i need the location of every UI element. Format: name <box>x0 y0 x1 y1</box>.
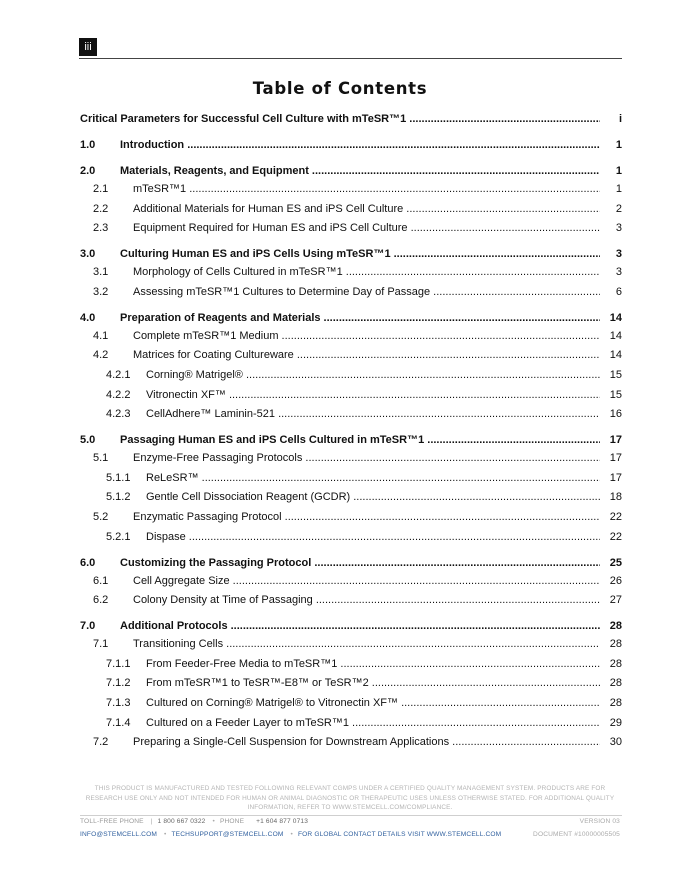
toc-entry[interactable] <box>80 529 622 545</box>
toc-entry[interactable] <box>80 328 622 344</box>
toc-entry-page: i <box>600 111 622 127</box>
toc-entry-page: 6 <box>600 284 622 300</box>
toc-entry-label: Vitronectin XF™ ..... <box>146 387 600 403</box>
toc-entry-label: Introduction ..... <box>120 137 600 153</box>
toc-entry-number: 6.0 <box>80 556 96 569</box>
toc-entry-number: 7.0 <box>80 620 96 633</box>
toc-entry-label: Critical Parameters for Successful Cell Culture with mTeSR™1 ..... <box>80 111 600 127</box>
toc-entry-label: Transitioning Cells ..... <box>133 636 600 652</box>
toc-entry[interactable] <box>80 636 622 652</box>
toc-entry-label: Enzyme-Free Passaging Protocols ..... <box>133 450 600 466</box>
toc-entry-page: 25 <box>600 555 622 571</box>
phone-label: PHONE <box>219 818 245 825</box>
toc-entry[interactable] <box>80 432 622 448</box>
toc-entry[interactable] <box>80 592 622 608</box>
toc-entry-page: 18 <box>600 489 622 505</box>
toc-entry-page: 28 <box>600 636 622 652</box>
toc-entry-label: Passaging Human ES and iPS Cells Cultured in mTeSR™1 ..... <box>120 432 600 448</box>
toc-entry-number: 5.1 <box>93 452 109 465</box>
toc-entry-number: 7.2 <box>93 736 109 749</box>
toc-entry-page: 14 <box>600 347 622 363</box>
toc-entry-page: 28 <box>600 656 622 672</box>
toc-entry-number: 5.0 <box>80 434 96 447</box>
toc-entry[interactable] <box>80 137 622 153</box>
toc-entry-number: 2.3 <box>93 222 109 235</box>
toc-entry-number: 3.1 <box>93 266 109 279</box>
toc-entry-number: 6.2 <box>93 594 109 607</box>
toc-entry[interactable] <box>80 387 622 403</box>
toc-entry[interactable] <box>80 406 622 422</box>
toc-entry-page: 22 <box>600 509 622 525</box>
toc-entry-label: Complete mTeSR™1 Medium ..... <box>133 328 600 344</box>
toc-entry[interactable] <box>80 264 622 280</box>
tollfree-number: 1 800 667 0322 <box>157 818 206 825</box>
toc-entry[interactable] <box>80 163 622 179</box>
toc-entry-number: 3.2 <box>93 285 109 298</box>
toc-entry-label: Cultured on a Feeder Layer to mTeSR™1 ..... <box>146 715 600 731</box>
toc-entry-page: 28 <box>600 695 622 711</box>
toc-entry-label: Additional Protocols ..... <box>120 618 600 634</box>
toc-entry-number: 4.2 <box>93 349 109 362</box>
document-number: DOCUMENT #10000005505 <box>533 831 620 838</box>
toc-entry[interactable] <box>80 181 622 197</box>
toc-entry-page: 28 <box>600 675 622 691</box>
toc-entry-label: Cultured on Corning® Matrigel® to Vitronectin XF™ ..... <box>146 695 600 711</box>
toc-entry-number: 4.0 <box>80 311 96 324</box>
footer-rule <box>80 815 622 816</box>
toc-entry-number: 4.1 <box>93 329 109 342</box>
toc-entry[interactable] <box>80 310 622 326</box>
toc-entry[interactable] <box>80 246 622 262</box>
toc-entry-number: 2.2 <box>93 202 109 215</box>
toc-entry-label: ReLeSR™ ..... <box>146 470 600 486</box>
footer-contact-line: INFO@STEMCELL.COM • TECHSUPPORT@STEMCELL.COM • FOR GLOBAL CONTACT DETAILS VISIT WWW.STEMCELL.COM DOCUMENT #10000005505 <box>80 831 620 838</box>
toc-entry-number: 4.2.2 <box>106 388 131 401</box>
toc-entry-label: Equipment Required for Human ES and iPS Cell Culture ..... <box>133 220 600 236</box>
toc-entry-page: 26 <box>600 573 622 589</box>
toc-entry-label: Customizing the Passaging Protocol ..... <box>120 555 600 571</box>
toc-entry-label: Preparing a Single-Cell Suspension for Downstream Applications ..... <box>133 734 600 750</box>
toc-entry[interactable] <box>80 573 622 589</box>
toc-entry-page: 15 <box>600 367 622 383</box>
toc-entry[interactable] <box>80 220 622 236</box>
toc-entry-label: From Feeder-Free Media to mTeSR™1 ..... <box>146 656 600 672</box>
toc-entry[interactable] <box>80 734 622 750</box>
toc-entry-label: Materials, Reagents, and Equipment ..... <box>120 163 600 179</box>
toc-entry[interactable] <box>80 470 622 486</box>
toc-entry[interactable] <box>80 675 622 691</box>
version-label: VERSION 03 <box>579 818 620 825</box>
toc-entry-page: 30 <box>600 734 622 750</box>
toc-entry-number: 2.0 <box>80 165 96 177</box>
toc-entry-page: 15 <box>600 387 622 403</box>
toc-entry-label: CellAdhere™ Laminin-521 ..... <box>146 406 600 422</box>
toc-entry[interactable] <box>80 715 622 731</box>
toc-entry-page: 17 <box>600 470 622 486</box>
toc-entry-number: 5.2.1 <box>106 530 131 543</box>
toc-entry-label: Preparation of Reagents and Materials ..... <box>120 310 600 326</box>
toc-entry[interactable] <box>80 509 622 525</box>
toc-entry[interactable] <box>80 618 622 634</box>
toc-entry-page: 28 <box>600 618 622 634</box>
toc-entry-page: 27 <box>600 592 622 608</box>
toc-entry-page: 14 <box>600 310 622 326</box>
toc-entry-number: 5.1.1 <box>106 471 131 484</box>
toc-entry-page: 22 <box>600 529 622 545</box>
compliance-note: THIS PRODUCT IS MANUFACTURED AND TESTED FOLLOWING RELEVANT CGMPS UNDER A CERTIFIED QUALITY MANAGEMENT SYSTEM. PRODUCTS ARE FOR RESEARCH USE ONLY AND NOT INTENDED FOR HUMAN OR ANIMAL DIAGNOSTIC OR THERAPEUTIC USES UNLESS OTHERWISE STATED. FOR ADDITIONAL QUALITY INFORMATION, REFER TO WWW.STEMCELL.COM/COMPLIANCE. <box>85 785 615 811</box>
footer-phone-line: TOLL-FREE PHONE | 1 800 667 0322 • PHONE +1 604 877 0713 VERSION 03 <box>80 818 620 825</box>
tollfree-label: TOLL-FREE PHONE <box>80 818 144 825</box>
toc-entry-label: Morphology of Cells Cultured in mTeSR™1 ..... <box>133 264 600 280</box>
info-email-link[interactable]: INFO@STEMCELL.COM <box>80 831 158 838</box>
techsupport-email-link[interactable]: TECHSUPPORT@STEMCELL.COM <box>171 831 284 838</box>
toc-entry-number: 5.2 <box>93 511 109 523</box>
toc-entry[interactable] <box>80 489 622 505</box>
toc-entry-page: 1 <box>600 163 622 179</box>
toc-entry-number: 7.1.2 <box>106 677 131 690</box>
toc-entry-page: 3 <box>600 246 622 262</box>
toc-entry-label: Culturing Human ES and iPS Cells Using mTeSR™1 ..... <box>120 246 600 262</box>
table-of-contents <box>80 0 622 760</box>
toc-entry-number: 5.1.2 <box>106 491 131 504</box>
toc-entry-number: 4.2.1 <box>106 369 131 381</box>
toc-entry-label: Cell Aggregate Size ..... <box>133 573 600 589</box>
toc-entry-page: 3 <box>600 220 622 236</box>
toc-entry-label: Corning® Matrigel® ..... <box>146 367 600 383</box>
toc-entry-number: 7.1 <box>93 638 109 651</box>
toc-entry[interactable] <box>80 695 622 711</box>
toc-entry-label: From mTeSR™1 to TeSR™-E8™ or TeSR™2 ..... <box>146 675 600 691</box>
toc-entry-page: 29 <box>600 715 622 731</box>
toc-entry-number: 7.1.3 <box>106 697 131 709</box>
toc-entry[interactable] <box>80 111 622 127</box>
toc-entry-label: Assessing mTeSR™1 Cultures to Determine Day of Passage ..... <box>133 284 600 300</box>
toc-entry-label: Enzymatic Passaging Protocol ..... <box>133 509 600 525</box>
toc-entry-page: 3 <box>600 264 622 280</box>
toc-entry-number: 2.1 <box>93 183 109 195</box>
toc-entry-page: 17 <box>600 450 622 466</box>
toc-entry-label: Dispase ..... <box>146 529 600 545</box>
page-title: Table of Contents <box>252 79 428 98</box>
toc-entry-number: 7.1.1 <box>106 657 131 670</box>
toc-entry[interactable] <box>80 201 622 217</box>
toc-entry[interactable] <box>80 367 622 383</box>
toc-entry[interactable] <box>80 656 622 672</box>
toc-entry-number: 3.0 <box>80 248 96 261</box>
page-number-badge: iii <box>79 38 97 56</box>
toc-entry-page: 1 <box>600 181 622 197</box>
global-contact-link[interactable]: FOR GLOBAL CONTACT DETAILS VISIT WWW.STEMCELL.COM <box>297 831 502 838</box>
toc-entry-label: Additional Materials for Human ES and iPS Cell Culture ..... <box>133 201 600 217</box>
toc-entry-number: 1.0 <box>80 139 96 151</box>
toc-entry-number: 6.1 <box>93 574 109 587</box>
toc-entry-page: 2 <box>600 201 622 217</box>
toc-entry-label: mTeSR™1 ..... <box>133 181 600 197</box>
toc-entry-page: 16 <box>600 406 622 422</box>
toc-entry[interactable] <box>80 284 622 300</box>
toc-entry-label: Colony Density at Time of Passaging ..... <box>133 592 600 608</box>
toc-entry-number: 7.1.4 <box>106 716 131 729</box>
toc-entry[interactable] <box>80 450 622 466</box>
toc-entry[interactable] <box>80 347 622 363</box>
toc-entry-page: 1 <box>600 137 622 153</box>
toc-entry-page: 17 <box>600 432 622 448</box>
toc-entry-label: Gentle Cell Dissociation Reagent (GCDR) ..... <box>146 489 600 505</box>
toc-entry-page: 14 <box>600 328 622 344</box>
toc-entry-label: Matrices for Coating Cultureware ..... <box>133 347 600 363</box>
toc-entry[interactable] <box>80 555 622 571</box>
phone-number: +1 604 877 0713 <box>256 818 309 825</box>
toc-entry-number: 4.2.3 <box>106 408 131 421</box>
